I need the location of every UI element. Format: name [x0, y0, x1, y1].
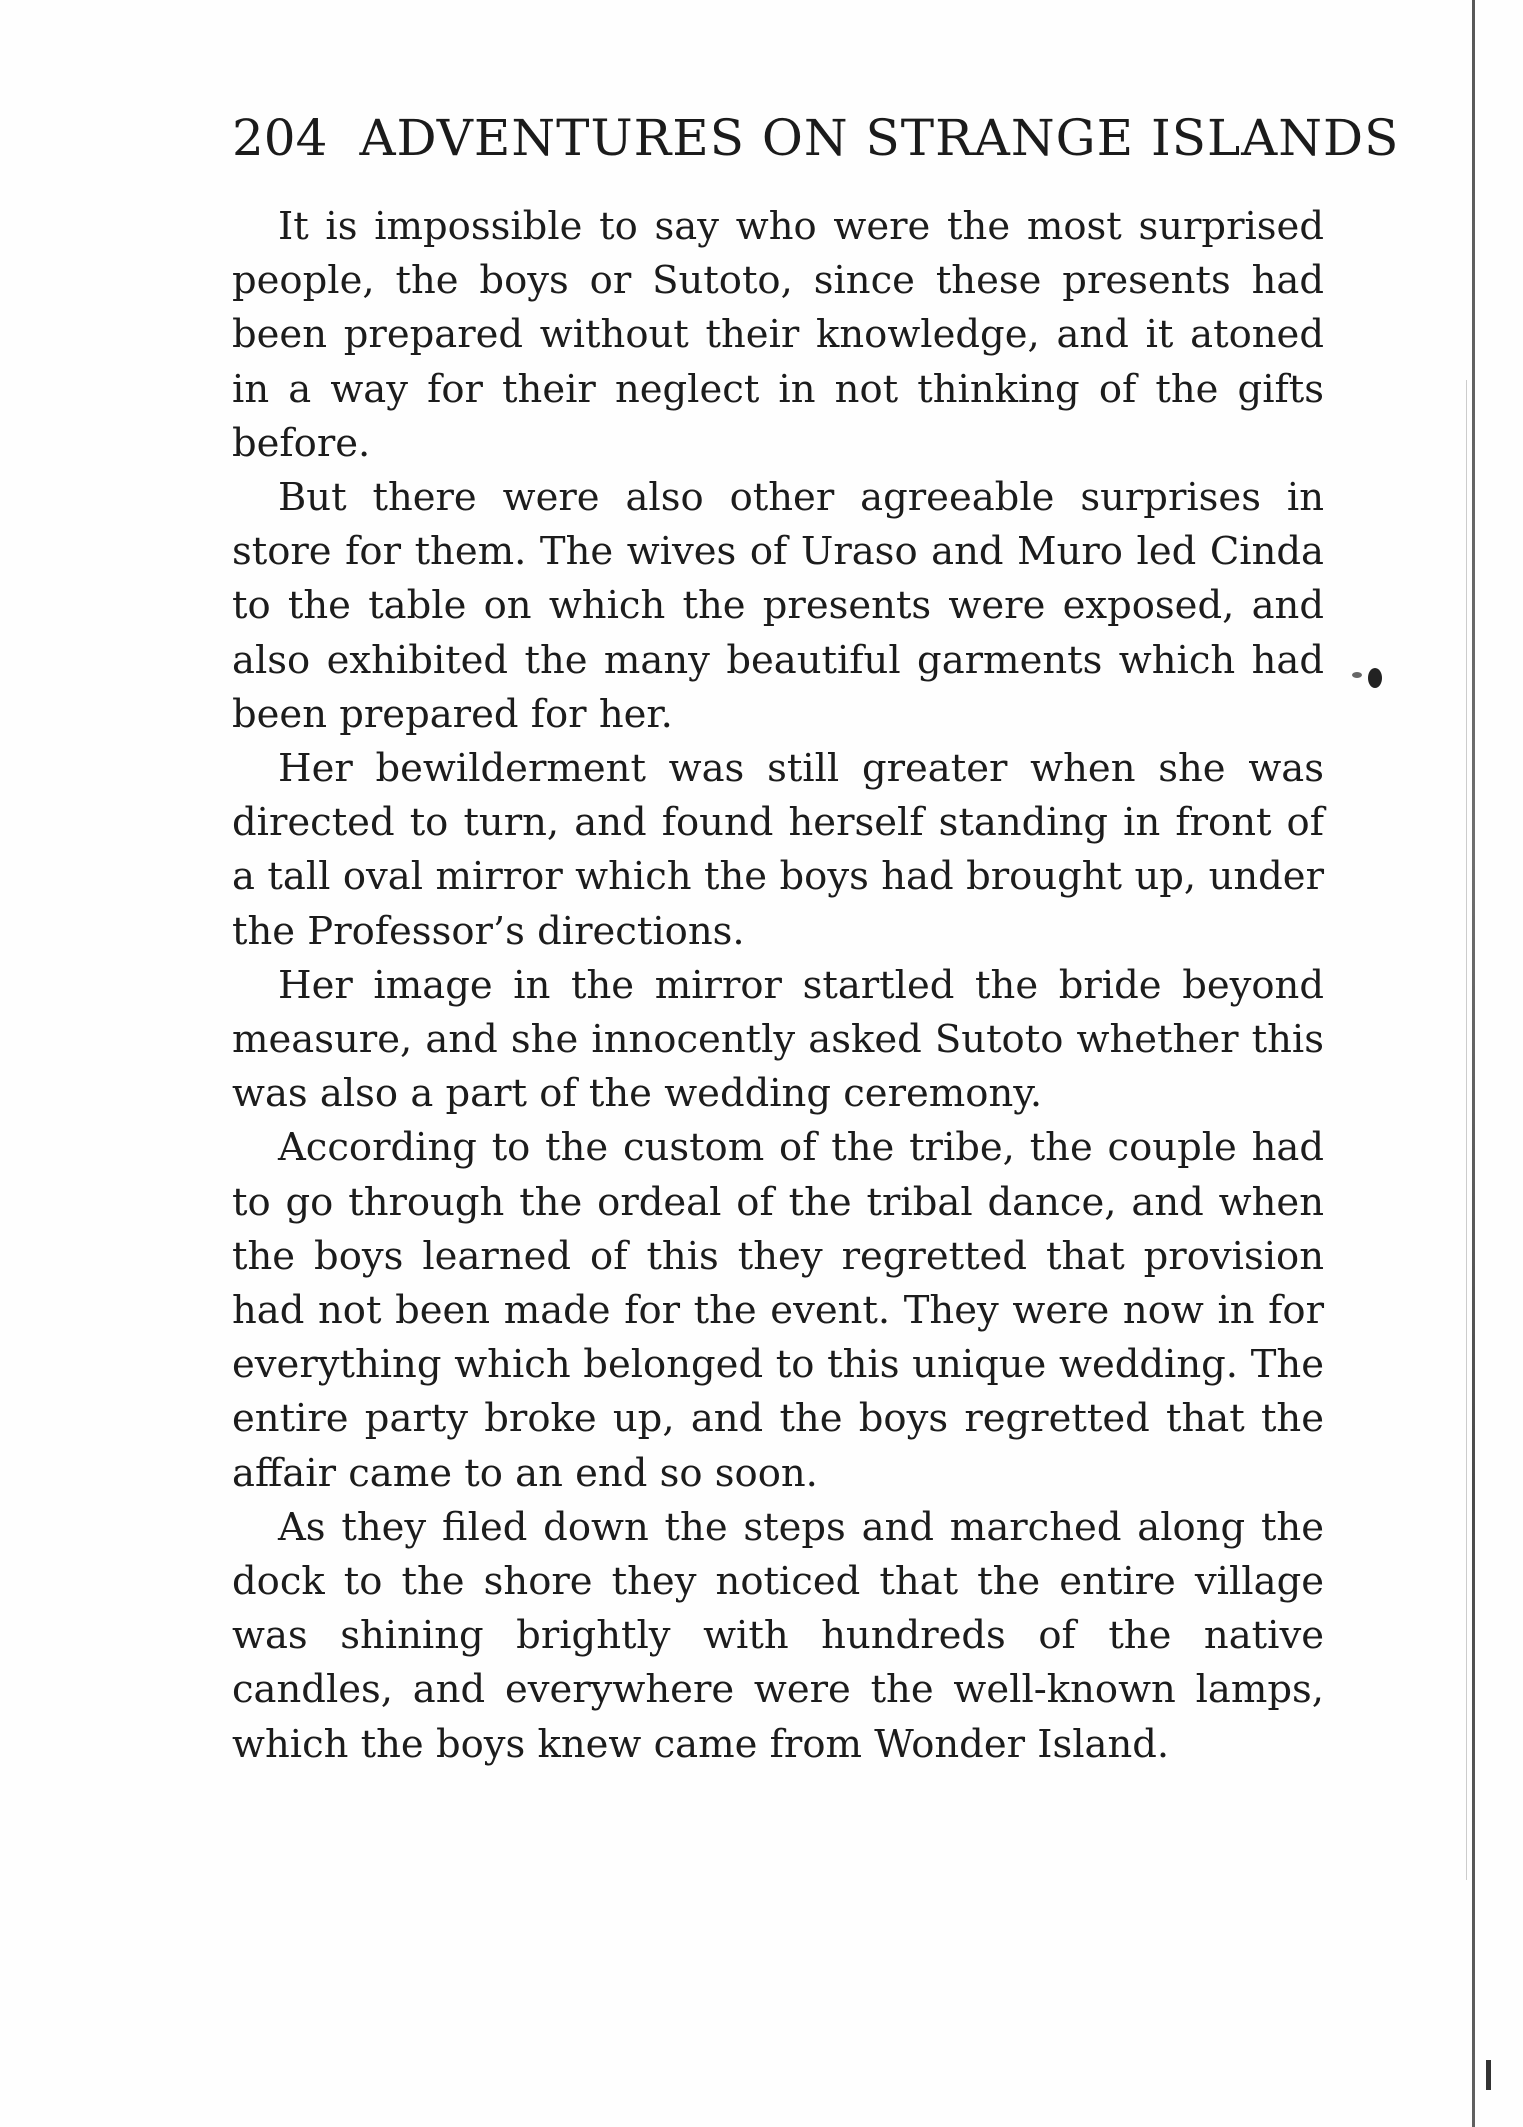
page-edge-line: [1466, 380, 1467, 1880]
paragraph: As they filed down the steps and marched along the dock to the shore they noticed that the entire village was shining brightly with hundreds of the native candles, and everywhere were the well-known lamps, which the boys knew came from Wonder Island.: [232, 1504, 1324, 1767]
paragraph: It is impossible to say who were the most surprised people, the boys or Sutoto, since these presents had been prepared without their knowledge, and it atoned in a way for their neglect in not thinking of the gifts before.: [232, 204, 1324, 466]
ink-speck: [1352, 672, 1362, 678]
running-title: ADVENTURES ON STRANGE ISLANDS: [359, 109, 1400, 167]
running-header: [232, 108, 1400, 168]
paragraph: But there were also other agreeable surprises in store for them. The wives of Uraso and Muro led Cinda to the table on which the presents were exposed, and also exhibited the many beautiful garments which had been prepared for her.: [232, 475, 1324, 737]
page-edge-shadow: [1472, 0, 1475, 2127]
paragraph: Her bewilderment was still greater when she was directed to turn, and found herself standing in front of a tall oval mirror which the boys had brought up, under the Professor’s directions.: [232, 746, 1324, 954]
ink-blot: [1368, 668, 1382, 688]
paragraph: Her image in the mirror startled the bride beyond measure, and she innocently asked Sutoto whether this was also a part of the wedding ceremony.: [232, 962, 1324, 1117]
ink-mark: [1486, 2060, 1491, 2090]
body-text: [232, 200, 1324, 1772]
paragraph: According to the custom of the tribe, the couple had to go through the ordeal of the tribal dance, and when the boys learned of this they regretted that provision had not been made for the event. They were now in for everything which belonged to this unique wedding. The entire party broke up, and the boys regretted that the affair came to an end so soon.: [232, 1125, 1324, 1496]
page-number: 204: [232, 109, 328, 167]
